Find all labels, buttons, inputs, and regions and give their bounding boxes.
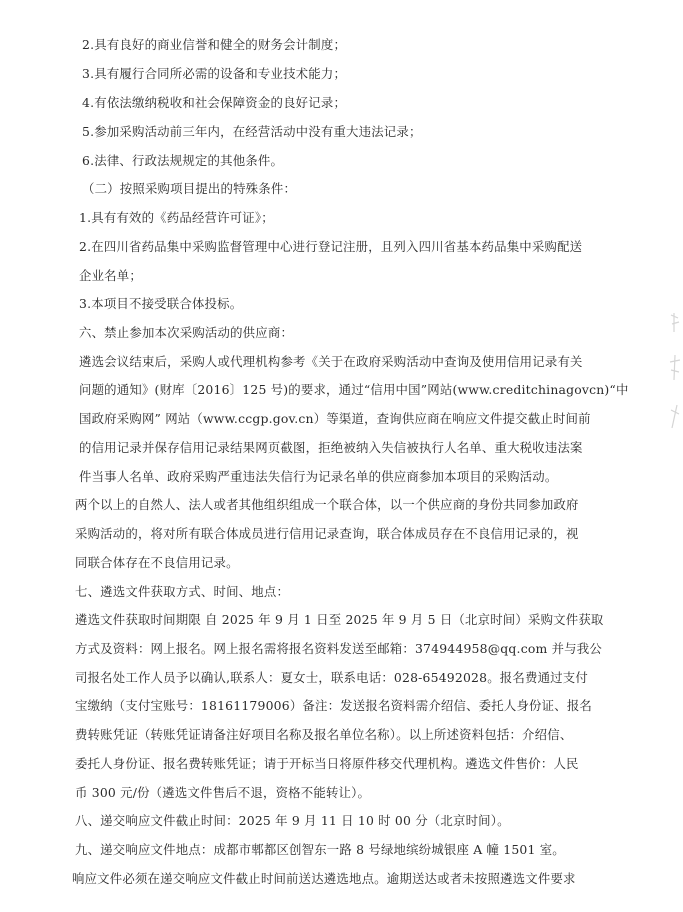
paragraph-line: 的信用记录并保存信用记录结果网页截图，拒绝被纳入失信被执行人名单、重大税收违法案 (79, 440, 583, 455)
section-heading-nine: 九、递交响应文件地点：成都市郫都区创智东一路 8 号绿地缤纷城银座 A 幢 1501 室。 (75, 842, 565, 857)
paragraph-line: 同联合体存在不良信用记录。 (75, 555, 239, 570)
paragraph-line: 遴选会议结束后，采购人或代理机构参考《关于在政府采购活动中查询及使用信用记录有关 (79, 354, 583, 369)
paragraph-line: 方式及资料：网上报名。网上报名需将报名资料发送至邮箱：374944958@qq.com 并与我公 (75, 641, 602, 656)
section-heading-eight: 八、递交响应文件截止时间：2025 年 9 月 11 日 10 时 00 分（北京时间）。 (75, 813, 510, 828)
paragraph-line: 问题的通知》(财库〔2016〕125 号)的要求，通过“信用中国”网站(www.creditchinagovcn)“中 (79, 382, 629, 397)
section-heading-seven: 七、遴选文件获取方式、时间、地点： (75, 584, 290, 599)
paragraph-line: 费转账凭证（转账凭证请备注好项目名称及报名单位名称）。以上所述资料包括：介绍信、 (75, 727, 573, 742)
paragraph-line: 宝缴纳（支付宝账号：18161179006）备注：发送报名资料需介绍信、委托人身份证、报名 (75, 698, 592, 713)
special-condition-2: 2.在四川省药品集中采购监督管理中心进行登记注册，且列入四川省基本药品集中采购配送 (79, 239, 583, 254)
condition-line-3: 3.具有履行合同所必需的设备和专业技术能力； (82, 66, 347, 81)
condition-line-4: 4.有依法缴纳税收和社会保障资金的良好记录； (82, 95, 347, 110)
paragraph-line: 两个以上的自然人、法人或者其他组织组成一个联合体，以一个供应商的身份共同参加政府 (75, 497, 579, 512)
section-heading-special-conditions: （二）按照采购项目提出的特殊条件： (82, 181, 297, 196)
paragraph-line: 币 300 元/份（遴选文件售后不退，资格不能转让）。 (75, 785, 371, 800)
section-heading-six: 六、禁止参加本次采购活动的供应商： (79, 325, 294, 340)
paragraph-line: 响应文件必须在递交响应文件截止时间前送达遴选地点。逾期送达或者未按照遴选文件要求 (72, 871, 576, 886)
special-condition-2-cont: 企业名单； (79, 268, 142, 283)
paragraph-line: 司报名处工作人员予以确认,联系人：夏女士，联系电话：028-65492028。报名费通过支付 (75, 670, 588, 685)
paragraph-line: 国政府采购网” 网站（www.ccgp.gov.cn）等渠道，查询供应商在响应文件提交截止时间前 (79, 411, 591, 426)
bleed-through-mark (668, 310, 682, 440)
condition-line-6: 6.法律、行政法规规定的其他条件。 (82, 153, 284, 168)
condition-line-2: 2.具有良好的商业信誉和健全的财务会计制度； (82, 37, 347, 52)
special-condition-1: 1.具有有效的《药品经营许可证》； (79, 210, 274, 225)
special-condition-3: 3.本项目不接受联合体投标。 (79, 296, 243, 311)
paragraph-line: 件当事人名单、政府采购严重违法失信行为记录名单的供应商参加本项目的采购活动。 (79, 469, 558, 484)
paragraph-line: 采购活动的，将对所有联合体成员进行信用记录查询，联合体成员存在不良信用记录的，视 (75, 526, 579, 541)
paragraph-line: 委托人身份证、报名费转账凭证；请于开标当日将原件移交代理机构。遴选文件售价：人民 (75, 756, 579, 771)
condition-line-5: 5.参加采购活动前三年内，在经营活动中没有重大违法记录； (82, 124, 422, 139)
paragraph-line: 遴选文件获取时间期限 自 2025 年 9 月 1 日至 2025 年 9 月 5 日（北京时间）采购文件获取 (75, 612, 604, 627)
